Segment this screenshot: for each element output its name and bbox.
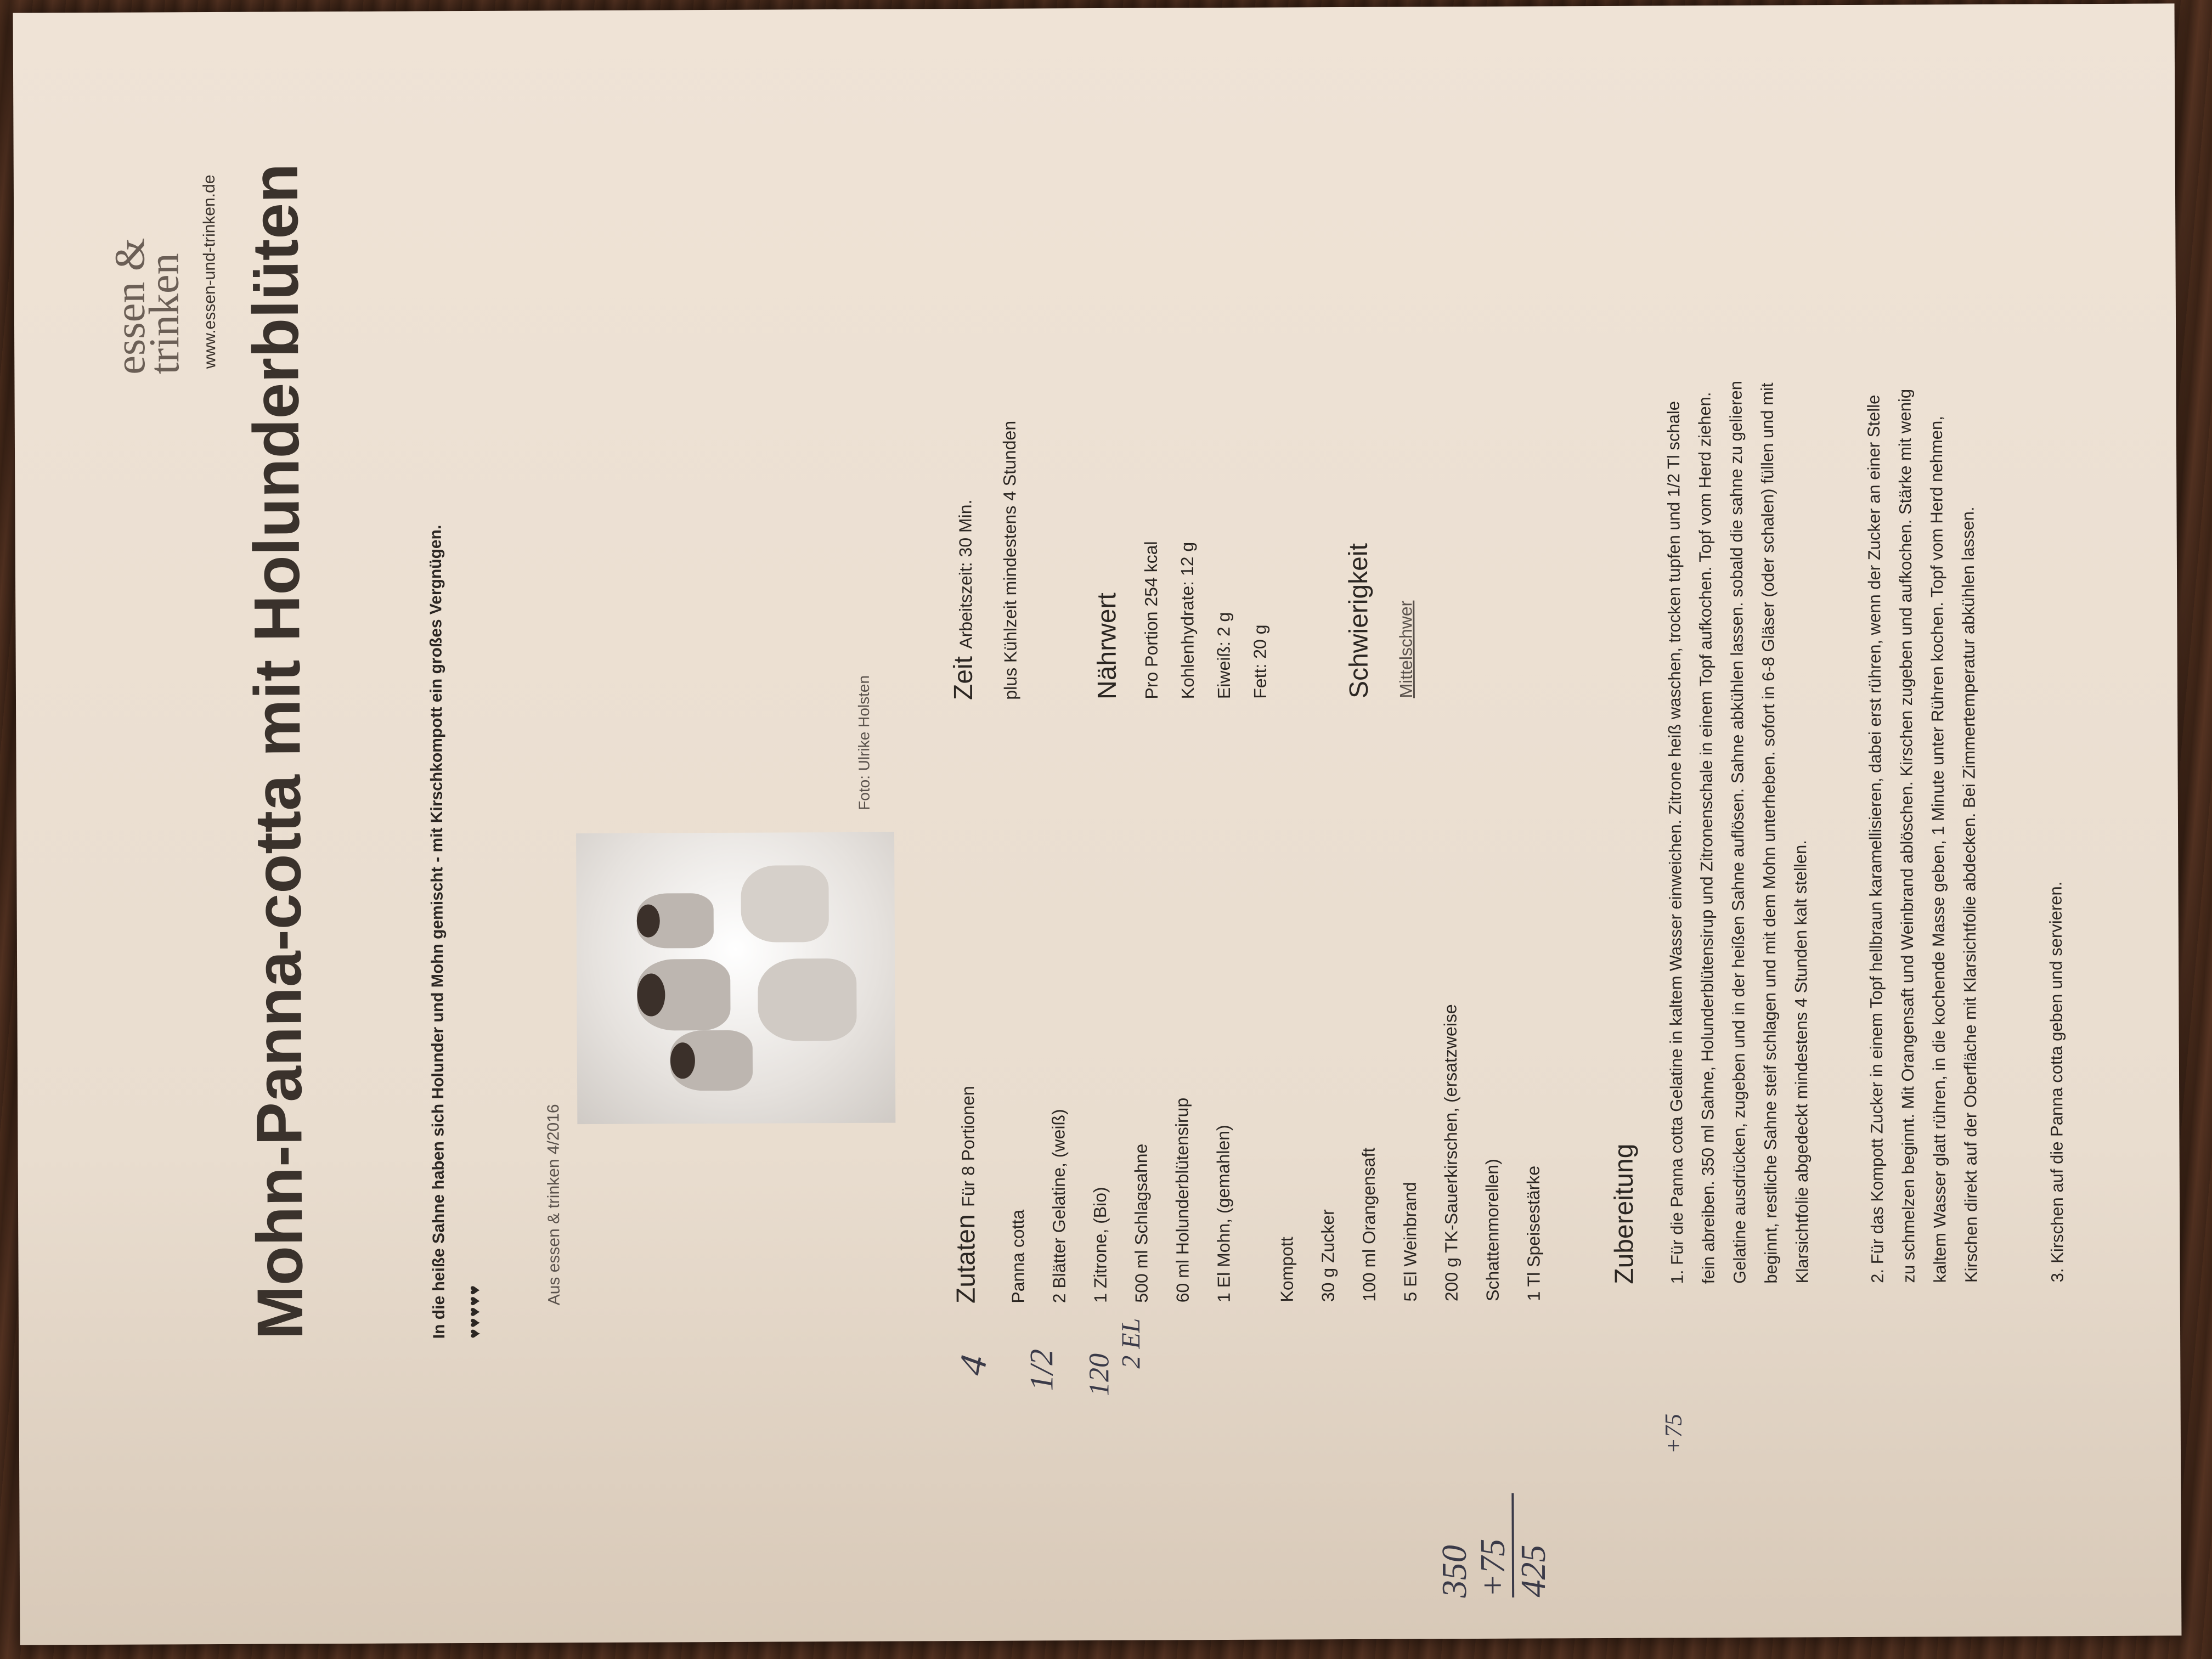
ingredient-line: 1 Zitrone, (Bio) (1090, 1187, 1110, 1304)
ingredient-line: 200 g TK-Sauerkirschen, (ersatzweise (1440, 1004, 1462, 1302)
portions-label: Für 8 Portionen (958, 1086, 979, 1207)
ingredient-line: 30 g Zucker (1318, 1209, 1338, 1302)
nutrition-item: Fett: 20 g (1250, 624, 1271, 699)
glass-shape (758, 958, 857, 1041)
sum-line: 350 (1434, 1545, 1474, 1598)
ingredient-line: 500 ml Schlagsahne (1131, 1143, 1152, 1303)
arbeitszeit: Arbeitszeit: 30 Min. (955, 499, 976, 649)
kuehlzeit: plus Kühlzeit mindestens 4 Stunden (999, 420, 1021, 700)
step-line: fein abreiben. 350 ml Sahne, Holunderblütensirup und Zitronenschale in einem Topf aufkochen. Topf vom Herd ziehen. (1695, 392, 1718, 1284)
zeit-heading: Zeit (949, 656, 979, 701)
ingredient-line: 1 Tl Speisestärke (1523, 1165, 1544, 1301)
recipe-sheet (13, 3, 2182, 1645)
ingredient-line: 2 Blätter Gelatine, (weiß) (1048, 1109, 1069, 1304)
step-line: zu schmelzen beginnt. Mit Orangensaft und Weinbrand ablöschen. Kirschen zugeben und aufkochen. Stärke mit wenig (1895, 388, 1918, 1283)
step-2 (1855, 0, 1987, 1283)
handwritten-sum (1435, 1493, 1553, 1598)
step-line: Kirschen direkt auf der Oberfläche mit Klarsichtfolie abdecken. Bei Zimmertemperatur abkühlen lassen. (1958, 506, 1981, 1283)
glass-shape (741, 865, 829, 943)
step-line: beginnt, restliche Sahne steif schlagen und mit dem Mohn unterheben. sofort in 6-8 Gläser (oder schalen) füllen und mit (1757, 382, 1781, 1284)
glass-shape (670, 1030, 753, 1091)
step-line: 1. Für die Panna cotta Gelatine in kaltem Wasser einweichen. Zitrone heiß waschen, trocken tupfen und 1/2 Tl schale (1663, 400, 1687, 1284)
logo-line-2: trinken (139, 253, 188, 375)
sum-line: +75 (1472, 1538, 1513, 1598)
nutrition-item: Pro Portion 254 kcal (1141, 541, 1162, 699)
ingredient-line: Schattenmorellen) (1482, 1159, 1503, 1301)
step-line: Klarsichtfolie abgedeckt mindestens 4 Stunden kalt stellen. (1791, 840, 1812, 1284)
step-line: 3. Kirschen auf die Panna cotta geben und servieren. (2046, 881, 2067, 1283)
step-1 (1655, 0, 1818, 1284)
sum-line: 425 (1511, 1493, 1553, 1597)
website-url[interactable]: www.essen-und-trinken.de (200, 174, 219, 369)
panna-cotta-subheading: Panna cotta (1008, 1209, 1028, 1304)
recipe-subtitle: In die heiße Sahne haben sich Holunder und Mohn gemischt - mit Kirschkompott ein großes Vergnügen. (426, 524, 449, 1339)
ingredient-line: 5 El Weinbrand (1400, 1182, 1420, 1302)
source-note: Aus essen & trinken 4/2016 (544, 1104, 563, 1306)
info-column (946, 149, 1417, 700)
glass-shape (637, 893, 714, 949)
handwritten-portions: 4 (950, 1352, 996, 1379)
ingredients-section (949, 807, 1555, 1304)
rating-hearts: ♥♥♥♥♥ (465, 1284, 484, 1339)
recipe-title: Mohn-Panna-cotta mit Holunderblüten (239, 163, 317, 1340)
handwritten-gelatine: 1/2 (1023, 1348, 1060, 1391)
step-line: 2. Für das Kompott Zucker in einem Topf hellbraun karamellisieren, dabei erst rühren, wenn der Zucker an einer Stelle (1864, 394, 1887, 1283)
handwritten-sahne: 120 (1084, 1353, 1115, 1397)
ingredient-line: 100 ml Orangensaft (1358, 1147, 1379, 1302)
photo-credit: Foto: Ulrike Holsten (855, 675, 873, 810)
step-line: kaltem Wasser glatt rühren, in die kochende Masse geben, 1 Minute unter Rühren kochen. Topf vom Herd nehmen, (1926, 416, 1950, 1283)
recipe-page-rotated (13, 4, 2160, 1659)
step-3 (2035, 0, 2073, 1282)
dessert-photo (576, 832, 895, 1125)
kompott-subheading: Kompott (1277, 1237, 1297, 1302)
step-line: Gelatine ausdrücken, zugeben und in der heißen Sahne auflösen. Sahne abkühlen lassen. sobald die sahne zu gelieren (1726, 380, 1750, 1284)
nutrition-item: Kohlenhydrate: 12 g (1177, 541, 1198, 699)
zubereitung-heading: Zubereitung (1609, 1143, 1639, 1284)
brand-logo (105, 238, 188, 375)
glass-shape (637, 959, 731, 1031)
logo-line-1: essen & (105, 238, 154, 375)
schwierigkeit-heading: Schwierigkeit (1344, 543, 1374, 699)
nutrition-item: Eiweiß: 2 g (1214, 612, 1234, 699)
handwritten-inline-note: +75 (1660, 1413, 1688, 1454)
difficulty-link[interactable]: Mittelschwer (1396, 600, 1417, 698)
ingredient-line: 1 El Mohn, (gemahlen) (1213, 1125, 1234, 1303)
ingredient-line: 60 ml Holunderblütensirup (1172, 1097, 1193, 1303)
naehrwert-heading: Nährwert (1092, 592, 1122, 700)
handwritten-mohn: 2 EL (1116, 1318, 1146, 1369)
preparation-section (1602, 0, 2073, 1284)
ingredients-heading: Zutaten (951, 1214, 981, 1304)
